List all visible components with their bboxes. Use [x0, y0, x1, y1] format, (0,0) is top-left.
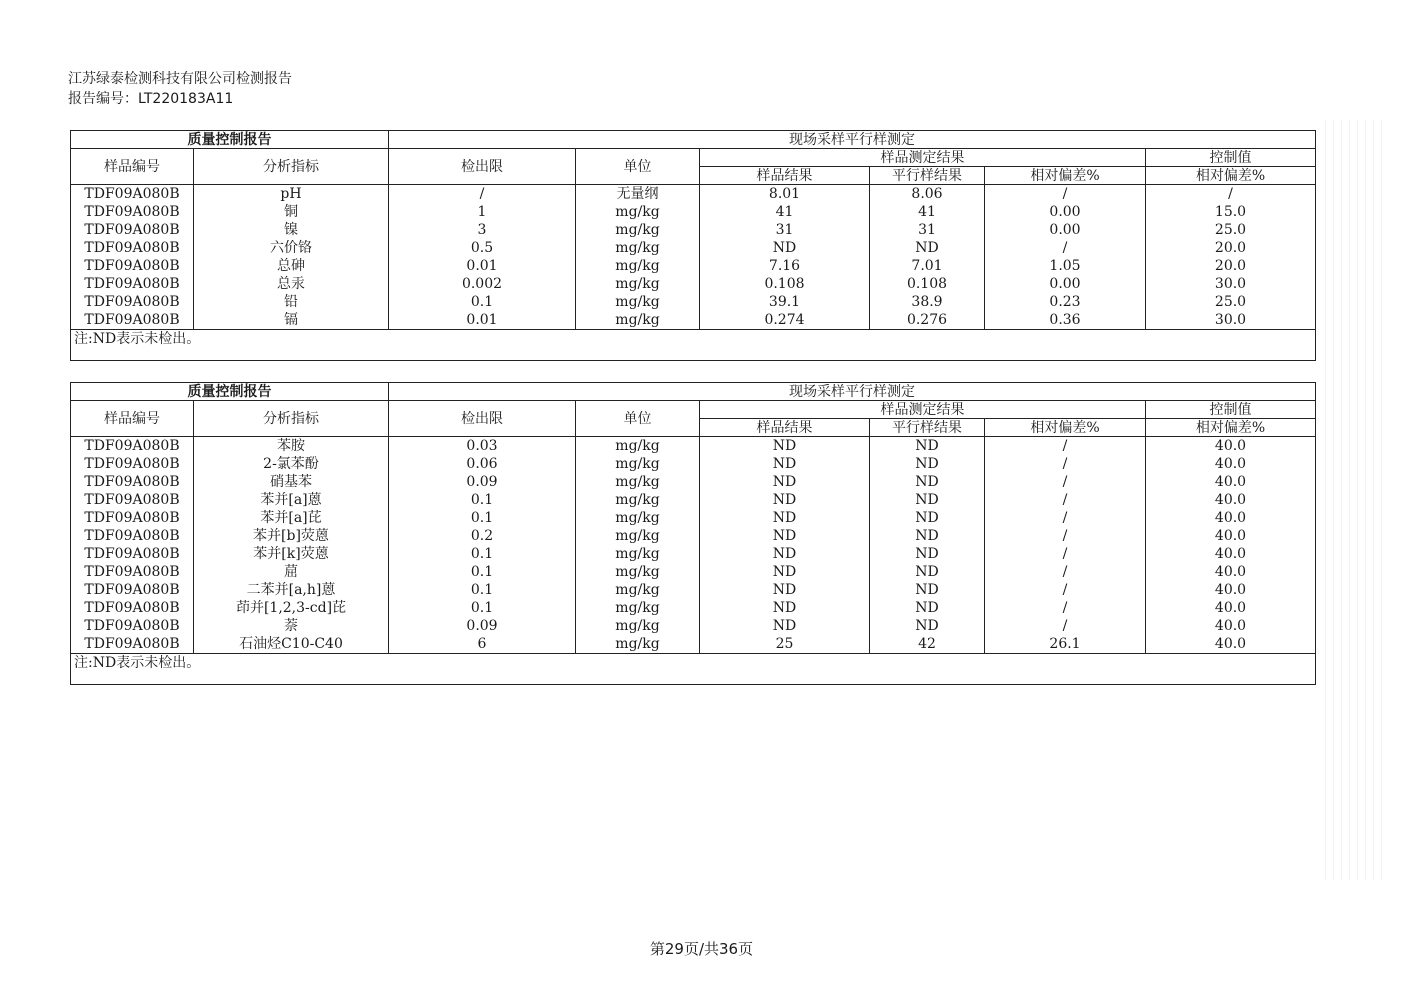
cell-control-value: 30.0 — [1146, 275, 1316, 293]
table-row — [71, 545, 1316, 563]
cell-sample-result: 8.01 — [700, 185, 870, 204]
col-detection-limit: 检出限 — [389, 149, 576, 185]
cell-unit: mg/kg — [576, 581, 700, 599]
cell-indicator: 六价铬 — [194, 239, 389, 257]
cell-detection-limit: 0.5 — [389, 239, 576, 257]
cell-control-value: / — [1146, 185, 1316, 204]
cell-indicator: 苯并[k]荧蒽 — [194, 545, 389, 563]
cell-sample-id: TDF09A080B — [71, 257, 194, 275]
table-row — [71, 185, 1316, 204]
table-row — [71, 455, 1316, 473]
qc-table-organics-body — [71, 437, 1316, 654]
table-row — [71, 311, 1316, 330]
cell-indicator: 总砷 — [194, 257, 389, 275]
cell-sample-result: ND — [700, 239, 870, 257]
cell-parallel-result: ND — [870, 617, 985, 635]
table-row — [71, 581, 1316, 599]
cell-unit: mg/kg — [576, 617, 700, 635]
report-company-title: 江苏绿泰检测科技有限公司检测报告 — [68, 71, 292, 87]
cell-detection-limit: 0.06 — [389, 455, 576, 473]
cell-unit: mg/kg — [576, 635, 700, 654]
cell-indicator: 铅 — [194, 293, 389, 311]
cell-parallel-result: ND — [870, 491, 985, 509]
col-results-group: 样品测定结果 — [700, 401, 1146, 419]
col-parallel-result: 平行样结果 — [870, 419, 985, 437]
cell-control-value: 30.0 — [1146, 311, 1316, 330]
table-row — [71, 617, 1316, 635]
cell-indicator: 萘 — [194, 617, 389, 635]
cell-detection-limit: 0.2 — [389, 527, 576, 545]
cell-sample-result: ND — [700, 509, 870, 527]
cell-parallel-result: ND — [870, 509, 985, 527]
cell-indicator: 苯并[a]蒽 — [194, 491, 389, 509]
cell-control-value: 20.0 — [1146, 257, 1316, 275]
cell-rel-dev: / — [985, 599, 1146, 617]
report-number: 报告编号：LT220183A11 — [68, 91, 234, 107]
cell-sample-result: 41 — [700, 203, 870, 221]
cell-parallel-result: 0.276 — [870, 311, 985, 330]
cell-unit: mg/kg — [576, 455, 700, 473]
cell-rel-dev: 0.36 — [985, 311, 1146, 330]
cell-parallel-result: 8.06 — [870, 185, 985, 204]
cell-detection-limit: 1 — [389, 203, 576, 221]
cell-indicator: 苯并[a]芘 — [194, 509, 389, 527]
field-parallel-title: 现场采样平行样测定 — [389, 383, 1316, 401]
cell-control-value: 20.0 — [1146, 239, 1316, 257]
table-row — [71, 257, 1316, 275]
cell-unit: mg/kg — [576, 473, 700, 491]
col-rel-dev: 相对偏差% — [985, 419, 1146, 437]
cell-sample-id: TDF09A080B — [71, 635, 194, 654]
cell-sample-id: TDF09A080B — [71, 527, 194, 545]
cell-rel-dev: / — [985, 491, 1146, 509]
table-row — [71, 275, 1316, 293]
col-sample-id: 样品编号 — [71, 149, 194, 185]
cell-unit: mg/kg — [576, 221, 700, 239]
cell-sample-id: TDF09A080B — [71, 203, 194, 221]
page-number: 第29页/共36页 — [649, 940, 754, 958]
cell-control-value: 25.0 — [1146, 221, 1316, 239]
col-results-group: 样品测定结果 — [700, 149, 1146, 167]
cell-indicator: pH — [194, 185, 389, 204]
qc-report-title: 质量控制报告 — [71, 383, 389, 401]
table-note: 注:ND表示未检出。 — [71, 330, 1316, 361]
cell-sample-result: 7.16 — [700, 257, 870, 275]
cell-parallel-result: ND — [870, 455, 985, 473]
col-indicator: 分析指标 — [194, 149, 389, 185]
cell-indicator: 苯胺 — [194, 437, 389, 456]
col-parallel-result: 平行样结果 — [870, 167, 985, 185]
col-control-group: 控制值 — [1146, 149, 1316, 167]
cell-sample-result: ND — [700, 527, 870, 545]
cell-unit: mg/kg — [576, 203, 700, 221]
cell-sample-id: TDF09A080B — [71, 491, 194, 509]
cell-detection-limit: 0.1 — [389, 545, 576, 563]
cell-sample-id: TDF09A080B — [71, 185, 194, 204]
table-row — [71, 239, 1316, 257]
cell-parallel-result: 41 — [870, 203, 985, 221]
cell-unit: mg/kg — [576, 527, 700, 545]
cell-parallel-result: ND — [870, 239, 985, 257]
cell-parallel-result: ND — [870, 581, 985, 599]
table-note: 注:ND表示未检出。 — [71, 654, 1316, 685]
cell-sample-id: TDF09A080B — [71, 581, 194, 599]
cell-sample-id: TDF09A080B — [71, 563, 194, 581]
cell-sample-result: 25 — [700, 635, 870, 654]
cell-sample-result: 39.1 — [700, 293, 870, 311]
field-parallel-title: 现场采样平行样测定 — [389, 131, 1316, 149]
cell-indicator: 铜 — [194, 203, 389, 221]
cell-rel-dev: 1.05 — [985, 257, 1146, 275]
cell-detection-limit: 0.09 — [389, 617, 576, 635]
cell-sample-id: TDF09A080B — [71, 275, 194, 293]
cell-detection-limit: 0.09 — [389, 473, 576, 491]
cell-control-value: 25.0 — [1146, 293, 1316, 311]
cell-sample-result: ND — [700, 599, 870, 617]
table-row — [71, 203, 1316, 221]
cell-sample-id: TDF09A080B — [71, 599, 194, 617]
cell-indicator: 䓛 — [194, 563, 389, 581]
qc-table-metals — [70, 130, 1316, 361]
col-control-rel-dev: 相对偏差% — [1146, 167, 1316, 185]
cell-detection-limit: 0.002 — [389, 275, 576, 293]
cell-rel-dev: 0.00 — [985, 221, 1146, 239]
cell-rel-dev: / — [985, 563, 1146, 581]
cell-unit: mg/kg — [576, 509, 700, 527]
qc-table-metals-body — [71, 185, 1316, 330]
cell-unit: mg/kg — [576, 563, 700, 581]
cell-parallel-result: ND — [870, 563, 985, 581]
cell-detection-limit: 0.1 — [389, 581, 576, 599]
cell-sample-result: ND — [700, 473, 870, 491]
qc-table-organics — [70, 382, 1316, 685]
col-unit: 单位 — [576, 401, 700, 437]
cell-indicator: 总汞 — [194, 275, 389, 293]
table-row — [71, 437, 1316, 456]
cell-parallel-result: 0.108 — [870, 275, 985, 293]
cell-rel-dev: 0.00 — [985, 203, 1146, 221]
cell-sample-id: TDF09A080B — [71, 311, 194, 330]
cell-detection-limit: 0.1 — [389, 563, 576, 581]
table-row — [71, 221, 1316, 239]
cell-rel-dev: / — [985, 239, 1146, 257]
col-sample-id: 样品编号 — [71, 401, 194, 437]
table-row — [71, 491, 1316, 509]
cell-sample-result: ND — [700, 617, 870, 635]
col-sample-result: 样品结果 — [700, 167, 870, 185]
col-control-rel-dev: 相对偏差% — [1146, 419, 1316, 437]
cell-indicator: 二苯并[a,h]蒽 — [194, 581, 389, 599]
col-unit: 单位 — [576, 149, 700, 185]
cell-sample-id: TDF09A080B — [71, 509, 194, 527]
cell-indicator: 镍 — [194, 221, 389, 239]
cell-control-value: 15.0 — [1146, 203, 1316, 221]
cell-sample-result: ND — [700, 491, 870, 509]
cell-rel-dev: / — [985, 527, 1146, 545]
cell-rel-dev: / — [985, 437, 1146, 456]
cell-sample-id: TDF09A080B — [71, 455, 194, 473]
cell-control-value: 40.0 — [1146, 491, 1316, 509]
table-row — [71, 527, 1316, 545]
table-row — [71, 599, 1316, 617]
cell-detection-limit: 6 — [389, 635, 576, 654]
cell-parallel-result: 42 — [870, 635, 985, 654]
cell-indicator: 苯并[b]荧蒽 — [194, 527, 389, 545]
cell-sample-id: TDF09A080B — [71, 239, 194, 257]
col-indicator: 分析指标 — [194, 401, 389, 437]
cell-detection-limit: / — [389, 185, 576, 204]
cell-indicator: 镉 — [194, 311, 389, 330]
cell-detection-limit: 0.1 — [389, 509, 576, 527]
cell-unit: mg/kg — [576, 491, 700, 509]
cell-unit: mg/kg — [576, 293, 700, 311]
cell-rel-dev: / — [985, 545, 1146, 563]
cell-detection-limit: 0.1 — [389, 599, 576, 617]
cell-control-value: 40.0 — [1146, 509, 1316, 527]
table-row — [71, 563, 1316, 581]
cell-sample-id: TDF09A080B — [71, 617, 194, 635]
cell-control-value: 40.0 — [1146, 437, 1316, 456]
table-row — [71, 509, 1316, 527]
cell-sample-result: ND — [700, 545, 870, 563]
cell-unit: mg/kg — [576, 311, 700, 330]
cell-control-value: 40.0 — [1146, 545, 1316, 563]
cell-sample-result: 31 — [700, 221, 870, 239]
scan-artifact — [1318, 120, 1382, 880]
cell-control-value: 40.0 — [1146, 455, 1316, 473]
cell-parallel-result: ND — [870, 599, 985, 617]
cell-parallel-result: 38.9 — [870, 293, 985, 311]
cell-rel-dev: / — [985, 185, 1146, 204]
cell-detection-limit: 0.1 — [389, 293, 576, 311]
cell-rel-dev: / — [985, 617, 1146, 635]
cell-parallel-result: ND — [870, 545, 985, 563]
cell-control-value: 40.0 — [1146, 599, 1316, 617]
qc-report-title: 质量控制报告 — [71, 131, 389, 149]
cell-sample-id: TDF09A080B — [71, 437, 194, 456]
cell-rel-dev: 0.00 — [985, 275, 1146, 293]
cell-sample-result: ND — [700, 581, 870, 599]
cell-parallel-result: ND — [870, 437, 985, 456]
cell-sample-id: TDF09A080B — [71, 221, 194, 239]
table-row — [71, 293, 1316, 311]
cell-rel-dev: / — [985, 473, 1146, 491]
cell-indicator: 2-氯苯酚 — [194, 455, 389, 473]
cell-control-value: 40.0 — [1146, 581, 1316, 599]
cell-sample-result: 0.108 — [700, 275, 870, 293]
cell-rel-dev: / — [985, 455, 1146, 473]
col-detection-limit: 检出限 — [389, 401, 576, 437]
cell-parallel-result: 31 — [870, 221, 985, 239]
cell-detection-limit: 0.01 — [389, 257, 576, 275]
cell-indicator: 茚并[1,2,3-cd]芘 — [194, 599, 389, 617]
cell-indicator: 硝基苯 — [194, 473, 389, 491]
cell-unit: mg/kg — [576, 275, 700, 293]
cell-unit: mg/kg — [576, 599, 700, 617]
cell-sample-result: ND — [700, 563, 870, 581]
cell-rel-dev: 26.1 — [985, 635, 1146, 654]
cell-detection-limit: 0.03 — [389, 437, 576, 456]
cell-indicator: 石油烃C10-C40 — [194, 635, 389, 654]
table-row — [71, 473, 1316, 491]
table-row — [71, 635, 1316, 654]
cell-sample-result: 0.274 — [700, 311, 870, 330]
cell-control-value: 40.0 — [1146, 527, 1316, 545]
cell-control-value: 40.0 — [1146, 617, 1316, 635]
cell-sample-id: TDF09A080B — [71, 545, 194, 563]
cell-detection-limit: 3 — [389, 221, 576, 239]
cell-sample-id: TDF09A080B — [71, 473, 194, 491]
cell-parallel-result: 7.01 — [870, 257, 985, 275]
cell-parallel-result: ND — [870, 473, 985, 491]
cell-unit: mg/kg — [576, 257, 700, 275]
col-control-group: 控制值 — [1146, 401, 1316, 419]
cell-rel-dev: / — [985, 509, 1146, 527]
cell-unit: mg/kg — [576, 239, 700, 257]
col-rel-dev: 相对偏差% — [985, 167, 1146, 185]
cell-sample-id: TDF09A080B — [71, 293, 194, 311]
cell-sample-result: ND — [700, 437, 870, 456]
cell-detection-limit: 0.1 — [389, 491, 576, 509]
cell-rel-dev: / — [985, 581, 1146, 599]
cell-control-value: 40.0 — [1146, 473, 1316, 491]
cell-detection-limit: 0.01 — [389, 311, 576, 330]
cell-unit: mg/kg — [576, 437, 700, 456]
cell-unit: mg/kg — [576, 545, 700, 563]
col-sample-result: 样品结果 — [700, 419, 870, 437]
cell-sample-result: ND — [700, 455, 870, 473]
cell-unit: 无量纲 — [576, 185, 700, 204]
cell-control-value: 40.0 — [1146, 635, 1316, 654]
cell-control-value: 40.0 — [1146, 563, 1316, 581]
cell-parallel-result: ND — [870, 527, 985, 545]
cell-rel-dev: 0.23 — [985, 293, 1146, 311]
